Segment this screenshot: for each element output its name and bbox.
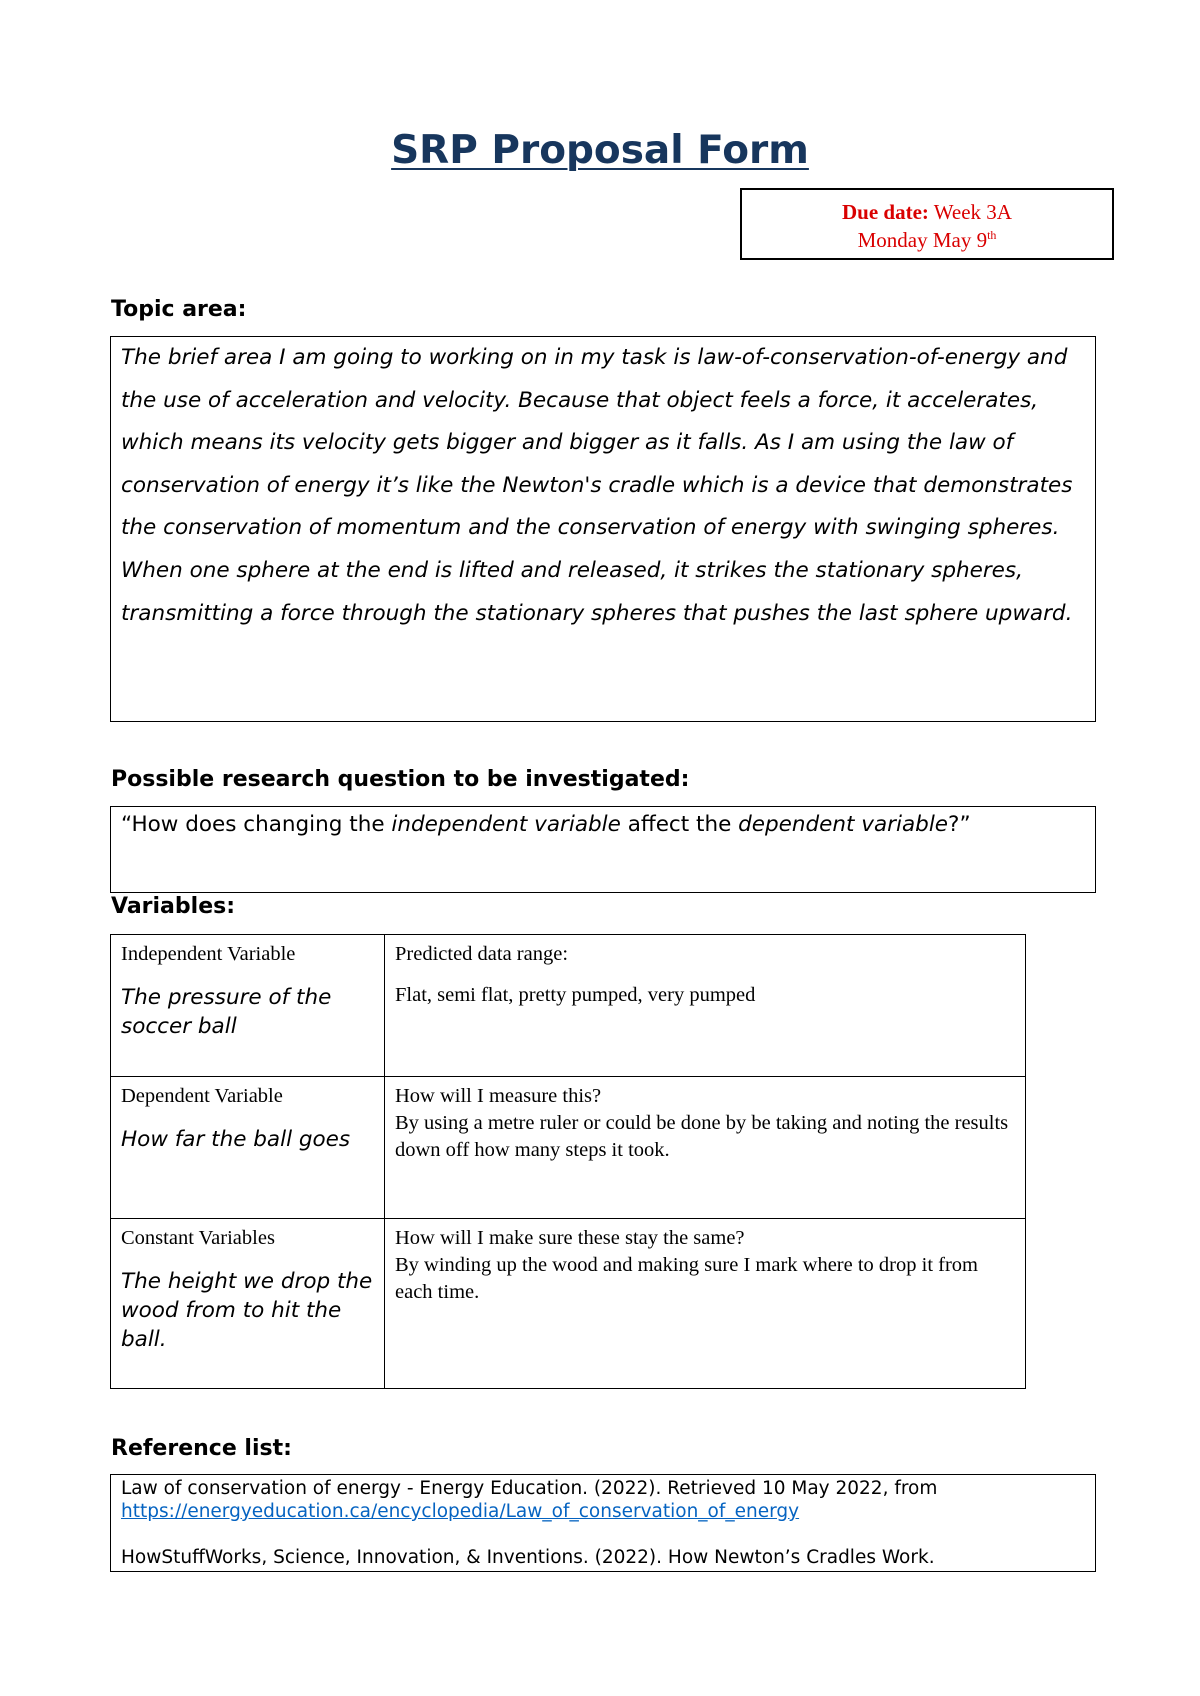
predicted-range-label: Predicted data range: (395, 943, 569, 965)
due-date-day: Monday May 9 (857, 228, 988, 252)
due-date-label: Due date: (842, 200, 929, 224)
variables-heading: Variables: (111, 894, 236, 919)
control-method-label: How will I make sure these stay the same? (395, 1227, 745, 1249)
reference-1-link[interactable]: https://energyeducation.ca/encyclopedia/Law_of_conservation_of_energy (121, 1501, 800, 1522)
control-method-cell[interactable] (385, 1219, 1026, 1389)
independent-variable-cell[interactable] (111, 935, 385, 1077)
page-title: SRP Proposal Form (391, 128, 809, 173)
rq-independent-variable: independent variable (391, 812, 621, 837)
topic-text: The brief area I am going to working on in my task is law-of-conservation-of-energy and the use of acceleration and velocity. Because that object feels a force, it accelerates, which means its velocity gets bigger and bigger as it falls. As I am using the law of conservation of energy it’s like the Newton's cradle which is a device that demonstrates the conservation of momentum and the conservation of energy with swinging spheres. When one sphere at the end is lifted and released, it strikes the stationary spheres, transmitting a force through the stationary spheres that pushes the last sphere upward. (121, 345, 1073, 626)
predicted-range-cell[interactable] (385, 935, 1026, 1077)
control-method-text: By winding up the wood and making sure I mark where to drop it from each time. (395, 1254, 978, 1303)
research-question-box[interactable] (110, 806, 1096, 893)
dependent-variable-label: Dependent Variable (121, 1085, 283, 1107)
table-row (111, 935, 1026, 1077)
reference-list-box[interactable] (110, 1474, 1096, 1572)
constant-variables-value: The height we drop the wood from to hit the ball. (121, 1269, 373, 1352)
dependent-variable-cell[interactable] (111, 1077, 385, 1219)
constant-variables-label: Constant Variables (121, 1227, 275, 1249)
reference-list-heading: Reference list: (111, 1436, 292, 1461)
topic-text-box[interactable] (110, 336, 1096, 722)
independent-variable-label: Independent Variable (121, 943, 296, 965)
research-question-heading: Possible research question to be investigated: (111, 767, 690, 792)
measurement-text: By using a metre ruler or could be done by be taking and noting the results down off how many steps it took. (395, 1112, 1009, 1161)
due-date-box (740, 188, 1114, 260)
table-row (111, 1219, 1026, 1389)
constant-variables-cell[interactable] (111, 1219, 385, 1389)
due-date-week: Week 3A (933, 200, 1012, 224)
due-date-line (742, 198, 1112, 226)
measurement-label: How will I measure this? (395, 1085, 602, 1107)
rq-dependent-variable: dependent variable (738, 812, 949, 837)
reference-1-text: Law of conservation of energy - Energy Education. (2022). Retrieved 10 May 2022, from (121, 1478, 938, 1499)
rq-part3: ?” (948, 812, 971, 837)
due-date-day-line (742, 226, 1112, 254)
rq-part1: “How does changing the (121, 812, 392, 837)
reference-2-text: HowStuffWorks, Science, Innovation, & Inventions. (2022). How Newton’s Cradles Work. (121, 1547, 935, 1568)
table-row (111, 1077, 1026, 1219)
dependent-variable-value: How far the ball goes (121, 1127, 351, 1152)
measurement-cell[interactable] (385, 1077, 1026, 1219)
predicted-range-text: Flat, semi flat, pretty pumped, very pumped (395, 984, 756, 1006)
topic-heading: Topic area: (111, 297, 247, 322)
variables-table (110, 934, 1026, 1389)
independent-variable-value: The pressure of the soccer ball (121, 985, 332, 1039)
rq-part2: affect the (620, 812, 739, 837)
due-date-day-suffix: th (987, 228, 997, 242)
